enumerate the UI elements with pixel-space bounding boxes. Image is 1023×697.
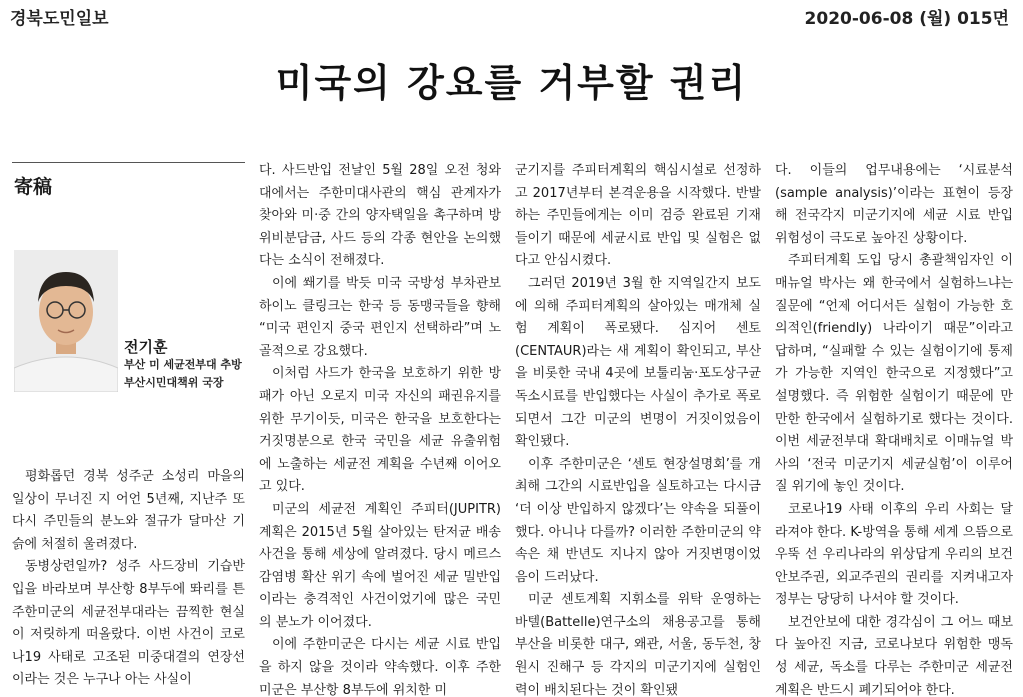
- paragraph: 미군의 세균전 계획인 주피터(JUPITR) 계획은 2015년 5월 살아있는 탄저균 배송사건을 통해 세상에 알려졌다. 당시 메르스 감염병 확산 위기 속에 벌어진 세균 밀반입이라는 충격적인 사건이었기에 많은 국민의 분노가 이어졌다.: [259, 501, 501, 630]
- author-photo: [14, 250, 118, 392]
- article-column-2: [259, 160, 501, 697]
- author-name: 전기훈: [124, 338, 168, 356]
- section-label: 寄稿: [14, 176, 53, 198]
- section-divider: [12, 162, 245, 163]
- paragraph: 주피터계획 도입 당시 총괄책임자인 이매뉴얼 박사는 왜 한국에서 실험하느냐는 질문에 “언제 어디서든 실험이 가능한 호의적인(friendly) 나라이기 때문”이라고 답하며, “실패할 수 있는 실험이기에 통제가 가능한 지역인 한국으로 지정했다”고 설명했다. 즉 위험한 실험이기 때문에 만만한 한국에서 실험하기로 했다는 것이다. 이번 세균전부대 확대배치로 이매뉴얼 박사의 ‘전국 미군기지 세균실험’이 이루어질 위기에 놓인 것이다.: [775, 253, 1013, 495]
- paragraph: 이처럼 사드가 한국을 보호하기 위한 방패가 아닌 오로지 미국 자신의 패권유지를 위한 무기이듯, 미국은 한국을 보호한다는 거짓명분으로 한국 국민을 세균 유출위험에 노출하는 세균전 계획을 수년째 이어오고 있다.: [259, 366, 501, 495]
- paragraph: 다. 이들의 업무내용에는 ‘시료분석(sample analysis)’이라는 표현이 등장해 전국각지 미군기지에 세균 시료 반입 위험성이 극도로 높아진 상황이다.: [775, 163, 1013, 246]
- paragraph: 보건안보에 대한 경각심이 그 어느 때보다 높아진 지금, 코로나보다 위험한 맹독성 세균, 독소를 다루는 주한미군 세균전 계획은 반드시 폐기되어야 한다.: [775, 614, 1013, 697]
- paragraph: 이에 쐐기를 박듯 미국 국방성 부차관보 하이노 클링크는 한국 등 동맹국들을 향해 “미국 편인지 중국 편인지 선택하라”며 노골적으로 강요했다.: [259, 275, 501, 359]
- paragraph: 미군 센토계획 지휘소를 위탁 운영하는 바텔(Battelle)연구소의 채용공고를 통해 부산을 비롯한 대구, 왜관, 서울, 동두천, 창원시 진해구 등 각지의 미군기지에 실험인력이 배치된다는 것이 확인됐: [515, 592, 761, 697]
- paragraph: 이후 주한미군은 ‘센토 현장설명회’를 개최해 그간의 시료반입을 실토하고는 다시금 ‘더 이상 반입하지 않겠다’는 약속을 되풀이 했다. 아니나 다를까? 이러한 주한미군의 약속은 채 반년도 지나지 않아 거짓변명이었음이 드러났다.: [515, 456, 761, 585]
- newspaper-name: 경북도민일보: [10, 9, 109, 29]
- paragraph: 군기지를 주피터계획의 핵심시설로 선정하고 2017년부터 본격운용을 시작했다. 반발하는 주민들에게는 이미 검증 완료된 기재들이기 때문에 세균시료 반입 및 실험은 없다고 안심시켰다.: [515, 163, 761, 269]
- article-headline: 미국의 강요를 거부할 권리: [275, 60, 748, 105]
- paragraph: 그러던 2019년 3월 한 지역일간지 보도에 의해 주피터계획의 살아있는 매개체 실험 계획이 폭로됐다. 심지어 센토(CENTAUR)라는 새 계획이 확인되고, 부산을 비롯한 국내 4곳에 보툴리눔·포도상구균 독소시료를 반입했다는 사실이 추가로 폭로되면서 그간 미군의 변명이 거짓이었음이 확인됐다.: [515, 275, 761, 450]
- author-title: 부산 미 세균전부대 추방 부산시민대책위 국장: [124, 358, 242, 389]
- issue-date-page: 2020-06-08 (월) 015면: [804, 9, 1009, 29]
- article-column-4: [775, 160, 1013, 697]
- paragraph: 이에 주한미군은 다시는 세균 시료 반입을 하지 않을 것이라 약속했다. 이후 주한미군은 부산항 8부두에 위치한 미: [259, 637, 501, 697]
- paragraph: 평화롭던 경북 성주군 소성리 마을의 일상이 무너진 지 어언 5년째, 지난주 또다시 주민들의 분노와 절규가 달마산 기슭에 처절히 울려졌다.: [12, 469, 245, 552]
- paragraph: 다. 사드반입 전날인 5월 28일 오전 청와대에서는 주한미대사관의 핵심 관계자가 찾아와 미·중 간의 양자택일을 촉구하며 방위비분담금, 사드 등의 각종 현안을 논의했다는 소식이 전해졌다.: [259, 163, 501, 269]
- article-column-3: [515, 160, 761, 697]
- paragraph: 코로나19 사태 이후의 우리 사회는 달라져야 한다. K-방역을 통해 세계 으뜸으로 우뚝 선 우리나라의 위상답게 우리의 보건안보주권, 외교주권의 권리를 지켜내고자 정부는 당당히 나서야 할 것이다.: [775, 501, 1013, 608]
- paragraph: 동병상련일까? 성주 사드장비 기습반입을 바라보며 부산항 8부두에 똬리를 튼 주한미군의 세균전부대라는 끔찍한 현실이 저릿하게 떠올랐다. 이번 사건이 코로나19 사태로 고조된 미중대결의 연장선이라는 것은 누구나 아는 사실이: [12, 559, 245, 688]
- article-column-1: [12, 466, 245, 692]
